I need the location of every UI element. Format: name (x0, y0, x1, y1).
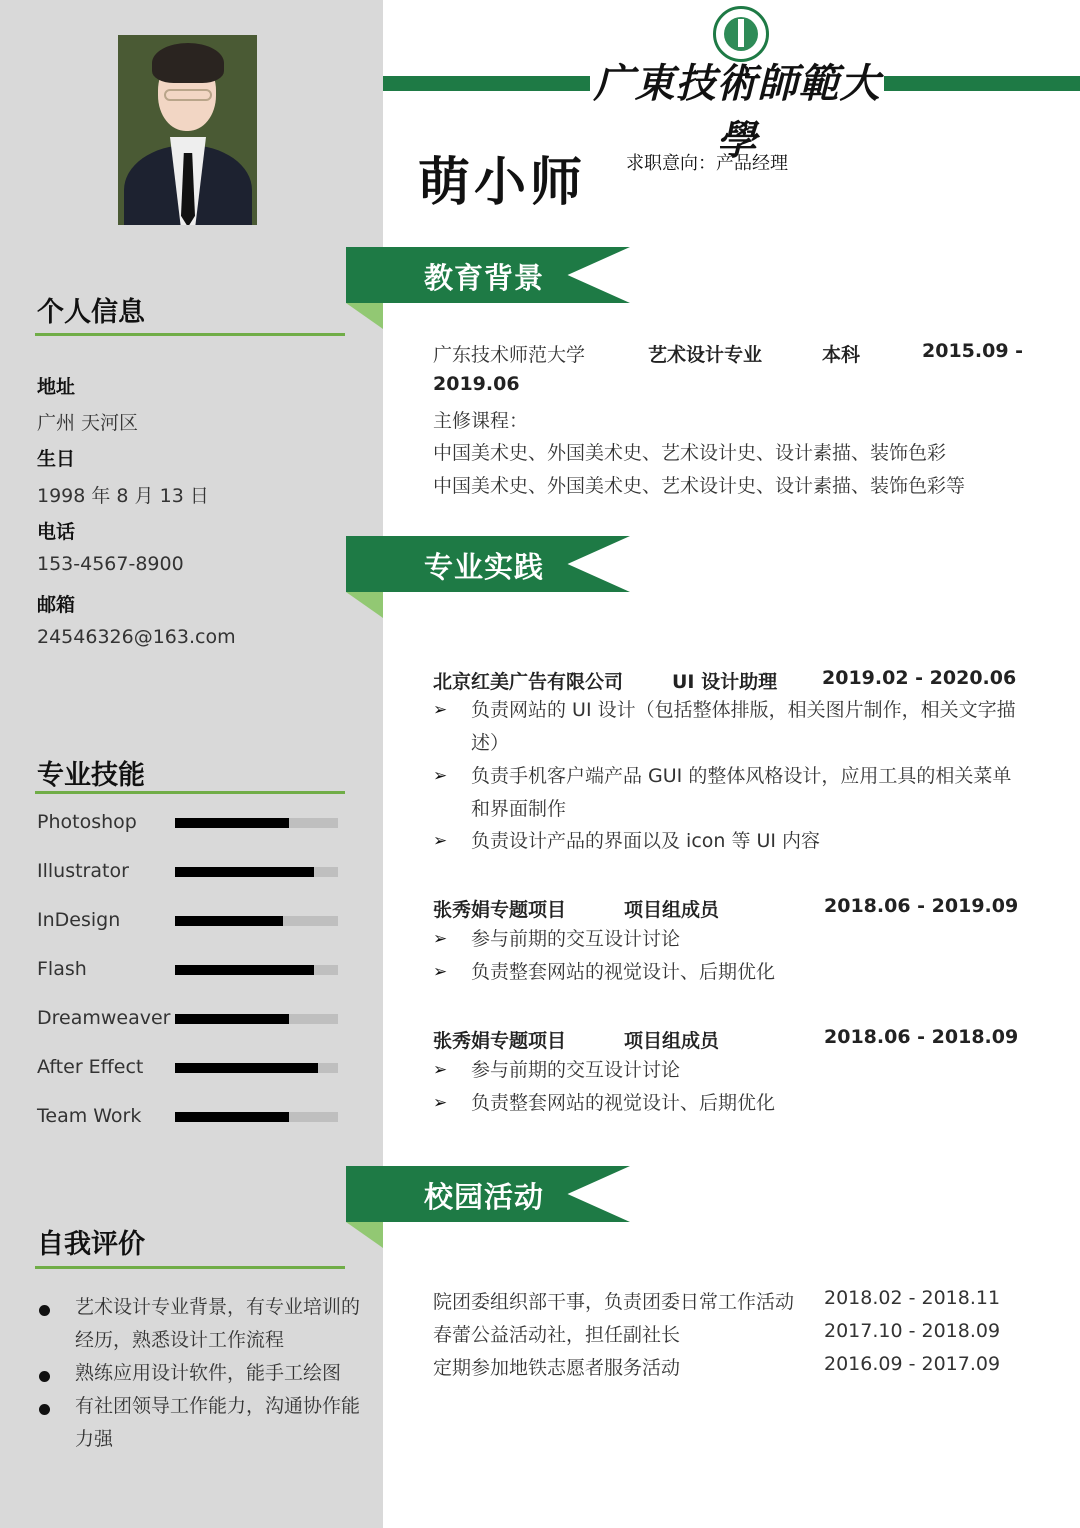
arrow-bullet-icon: ➢ (433, 700, 448, 720)
job-period: 2019.02 - 2020.06 (822, 667, 1017, 689)
skill-bar-fill (175, 867, 314, 877)
activity-desc: 定期参加地铁志愿者服务活动 (433, 1357, 681, 1379)
job-item: ➢ 负责整套网站的视觉设计、后期优化 (433, 956, 1023, 989)
skill-bar (175, 1063, 338, 1073)
skill-bar-fill (175, 916, 283, 926)
skills-title: 专业技能 (37, 760, 145, 791)
sidebar (0, 0, 383, 1528)
eval-item: 艺术设计专业背景，有专业培训的经历，熟悉设计工作流程 (37, 1291, 377, 1357)
job-item: ➢ 负责手机客户端产品 GUI 的整体风格设计，应用工具的相关菜单和界面制作 (433, 760, 1023, 826)
bullet-dot-icon (39, 1305, 50, 1316)
education-title: 教育背景 (424, 261, 545, 295)
skill-name: After Effect (37, 1056, 144, 1078)
job-item: ➢ 负责网站的 UI 设计（包括整体排版，相关图片制作，相关文字描述） (433, 694, 1023, 760)
skill-bar (175, 867, 338, 877)
skill-bar (175, 916, 338, 926)
skill-bar-fill (175, 1063, 318, 1073)
arrow-bullet-icon: ➢ (433, 1093, 448, 1113)
skill-bar-fill (175, 1014, 289, 1024)
skill-bar-fill (175, 1112, 289, 1122)
school-name: 广东技术师范大学 (433, 344, 586, 366)
degree: 本科 (822, 344, 861, 366)
profile-photo (118, 35, 257, 225)
bullet-dot-icon (39, 1371, 50, 1382)
campus-banner (346, 1166, 630, 1222)
skill-name: Photoshop (37, 811, 137, 833)
section-divider (35, 1266, 345, 1269)
address-label: 地址 (37, 376, 76, 398)
birthday-value: 1998 年 8 月 13 日 (37, 485, 209, 507)
activity-desc: 春蕾公益活动社，担任副社长 (433, 1324, 681, 1346)
job-company: 张秀娟专题项目 (433, 899, 567, 921)
arrow-bullet-icon: ➢ (433, 1060, 448, 1080)
bullet-dot-icon (39, 1404, 50, 1415)
email-label: 邮箱 (37, 594, 76, 616)
job-intent: 求职意向：产品经理 (626, 153, 788, 174)
phone-label: 电话 (37, 521, 76, 543)
major: 艺术设计专业 (648, 344, 763, 366)
header-bar-right (884, 76, 1080, 91)
practice-banner (346, 536, 630, 592)
job-company: 北京红美广告有限公司 (433, 671, 624, 693)
birthday-label: 生日 (37, 448, 76, 470)
edu-period-start: 2015.09 - (922, 340, 1024, 362)
section-divider (35, 791, 345, 794)
job-period: 2018.06 - 2019.09 (824, 895, 1019, 917)
address-value: 广州 天河区 (37, 412, 139, 434)
job-role: 项目组成员 (624, 899, 720, 921)
courses-label: 主修课程： (433, 410, 529, 432)
job-item: ➢ 负责设计产品的界面以及 icon 等 UI 内容 (433, 825, 1023, 858)
job-item: ➢ 参与前期的交互设计讨论 (433, 923, 1023, 956)
skill-bar (175, 965, 338, 975)
courses-line: 中国美术史、外国美术史、艺术设计史、设计素描、装饰色彩 (433, 442, 947, 464)
skill-name: Illustrator (37, 860, 129, 882)
education-banner (346, 247, 630, 303)
skill-name: InDesign (37, 909, 121, 931)
activity-period: 2018.02 - 2018.11 (824, 1287, 1001, 1309)
job-period: 2018.06 - 2018.09 (824, 1026, 1019, 1048)
skill-bar-fill (175, 818, 289, 828)
eval-item: 有社团领导工作能力，沟通协作能力强 (37, 1390, 377, 1456)
skill-name: Dreamweaver (37, 1007, 171, 1029)
arrow-bullet-icon: ➢ (433, 962, 448, 982)
courses-line: 中国美术史、外国美术史、艺术设计史、设计素描、装饰色彩等 (433, 475, 966, 497)
phone-value: 153-4567-8900 (37, 553, 184, 575)
skill-bar (175, 1112, 338, 1122)
job-company: 张秀娟专题项目 (433, 1030, 567, 1052)
job-item: ➢ 负责整套网站的视觉设计、后期优化 (433, 1087, 1023, 1120)
eval-item: 熟练应用设计软件，能手工绘图 (37, 1357, 377, 1390)
arrow-bullet-icon: ➢ (433, 831, 448, 851)
activity-period: 2016.09 - 2017.09 (824, 1353, 1001, 1375)
skill-bar (175, 1014, 338, 1024)
candidate-name: 萌小师 (418, 153, 587, 213)
activity-period: 2017.10 - 2018.09 (824, 1320, 1001, 1342)
practice-title: 专业实践 (424, 550, 545, 584)
header-bar-left (383, 76, 590, 91)
skill-name: Team Work (37, 1105, 142, 1127)
section-divider (35, 333, 345, 336)
job-item: ➢ 参与前期的交互设计讨论 (433, 1054, 1023, 1087)
self-eval-title: 自我评价 (37, 1229, 145, 1260)
email-value: 24546326@163.com (37, 626, 236, 648)
campus-title: 校园活动 (424, 1180, 545, 1214)
skill-bar-fill (175, 965, 314, 975)
job-role: 项目组成员 (624, 1030, 720, 1052)
edu-period-end: 2019.06 (433, 373, 520, 395)
skill-name: Flash (37, 958, 87, 980)
job-role: UI 设计助理 (672, 671, 778, 693)
personal-info-title: 个人信息 (37, 297, 145, 328)
arrow-bullet-icon: ➢ (433, 929, 448, 949)
activity-desc: 院团委组织部干事，负责团委日常工作活动 (433, 1291, 795, 1313)
arrow-bullet-icon: ➢ (433, 766, 448, 786)
skill-bar (175, 818, 338, 828)
university-name: 广東技術師範大學 (593, 60, 881, 164)
